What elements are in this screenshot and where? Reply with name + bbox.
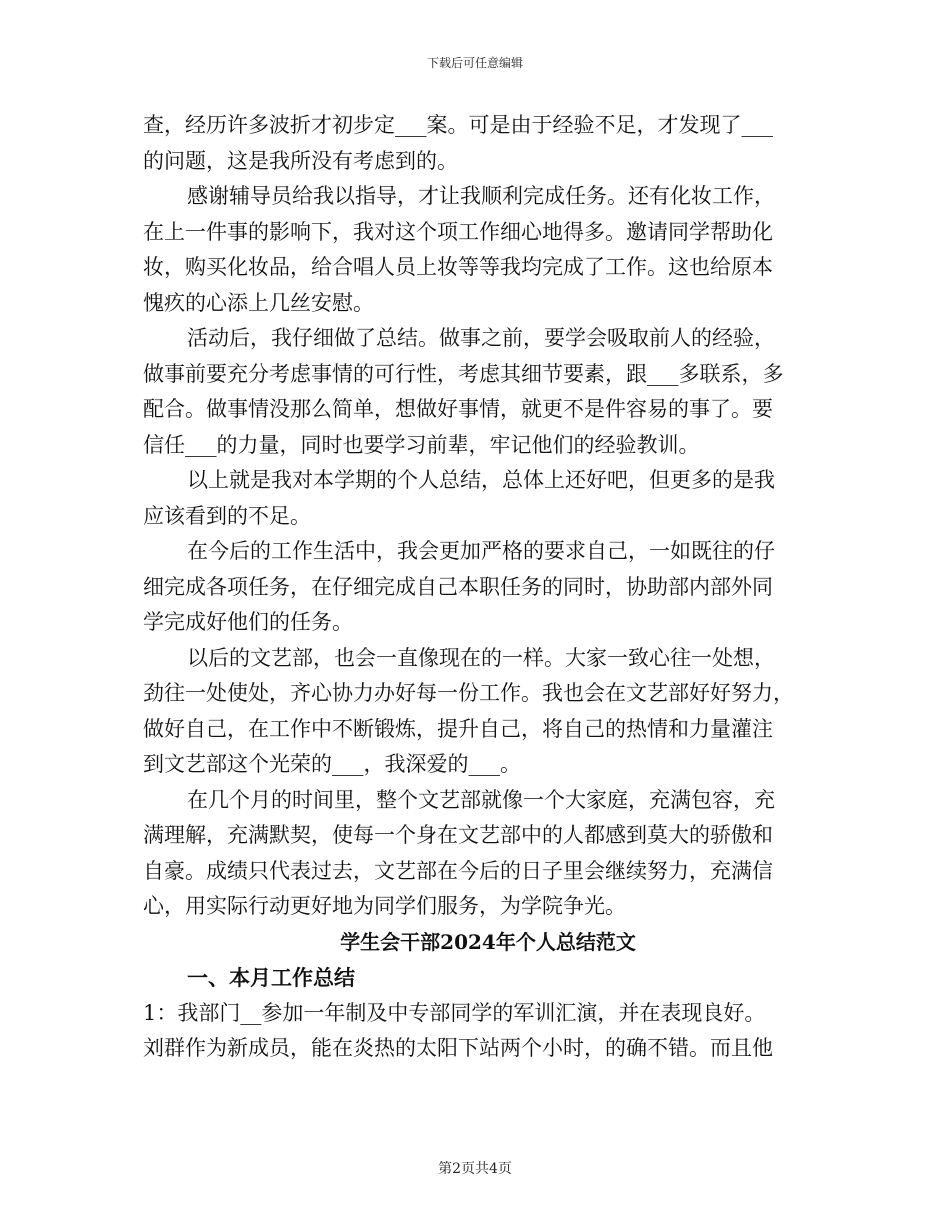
body-paragraphs (143, 108, 833, 925)
text-line: 愧疚的心添上几丝安慰。 (143, 290, 374, 315)
text-line: 查，经历许多波折才初步定___案。可是由于经验不足，才发现了___ (143, 113, 773, 137)
section-heading: 一、本月工作总结 (187, 965, 355, 990)
text-line: 自豪。成绩只代表过去，文艺部在今后的日子里会继续努力，充满信 (143, 858, 773, 883)
text-line: 活动后，我仔细做了总结。做事之前，要学会吸取前人的经验， (187, 326, 775, 350)
text-line: 在今后的工作生活中，我会更加严格的要求自己，一如既往的仔 (187, 539, 775, 563)
tail-paragraphs (143, 996, 833, 1067)
text-line: 以后的文艺部，也会一直像现在的一样。大家一致心往一处想， (187, 645, 775, 670)
page-footer: 第2页共4页 (438, 1161, 512, 1177)
text-line: 做好自己，在工作中不断锻炼，提升自己，将自己的热情和力量灌注 (143, 716, 773, 741)
text-line: 满理解，充满默契，使每一个身在文艺部中的人都感到莫大的骄傲和 (143, 823, 773, 847)
page-header: 下载后可任意编辑 (426, 56, 523, 70)
document-body (143, 108, 833, 1067)
text-line: 在几个月的时间里，整个文艺部就像一个大家庭，充满包容，充 (187, 787, 775, 812)
text-line: 细完成各项任务，在仔细完成自己本职任务的同时，协助部内部外同 (143, 574, 773, 599)
text-line: 以上就是我对本学期的个人总结，总体上还好吧，但更多的是我 (187, 468, 775, 492)
text-line: 学完成好他们的任务。 (143, 610, 353, 634)
text-line: 1：我部门__参加一年制及中专部同学的军训汇演，并在表现良好。 (143, 1000, 766, 1025)
text-line: 心，用实际行动更好地为同学们服务，为学院争光。 (143, 894, 626, 918)
text-line: 应该看到的不足。 (143, 503, 311, 528)
text-line: 妆，购买化妆品，给合唱人员上妆等等我均完成了工作。这也给原本 (143, 255, 773, 279)
article-title: 学生会干部2024年个人总结范文 (340, 929, 636, 954)
text-line: 到文艺部这个光荣的___，我深爱的___。 (143, 752, 521, 776)
text-line: 信任___的力量，同时也要学习前辈，牢记他们的经验教训。 (143, 432, 700, 457)
text-line: 配合。做事情没那么简单，想做好事情，就更不是件容易的事了。要 (143, 397, 773, 421)
text-line: 在上一件事的影响下，我对这个项工作细心地得多。邀请同学帮助化 (143, 219, 773, 244)
text-line: 感谢辅导员给我以指导，才让我顺利完成任务。还有化妆工作， (187, 184, 775, 208)
text-line: 刘群作为新成员，能在炎热的太阳下站两个小时，的确不错。而且他 (143, 1036, 773, 1060)
text-line: 劲往一处使处，齐心协力办好每一份工作。我也会在文艺部好好努力， (143, 681, 794, 705)
text-line: 的问题，这是我所没有考虑到的。 (143, 148, 458, 173)
text-line: 做事前要充分考虑事情的可行性，考虑其细节要素，跟___多联系，多 (143, 361, 784, 386)
